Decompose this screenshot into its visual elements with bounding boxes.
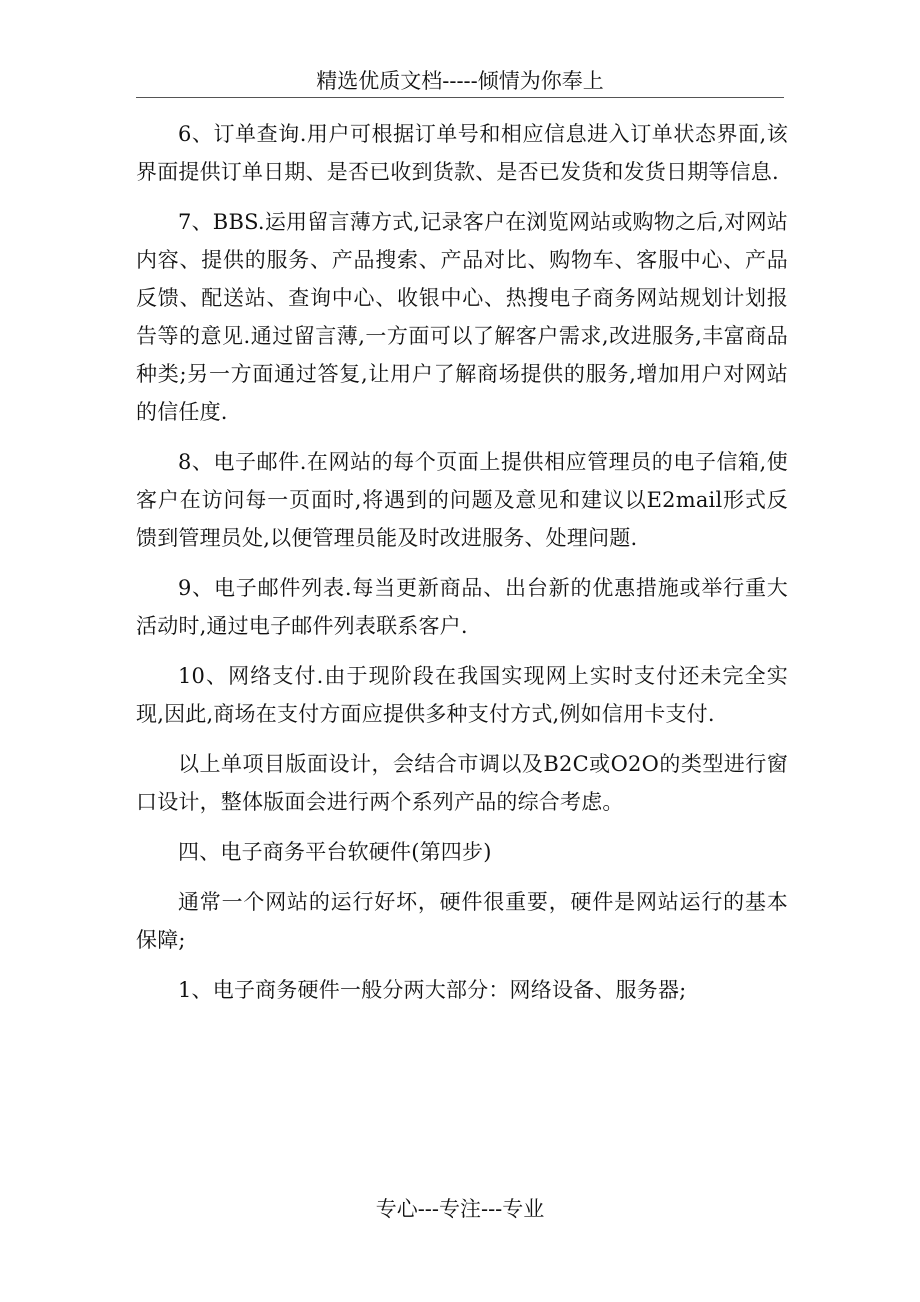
paragraph-mailing-list: 9、电子邮件列表.每当更新商品、出台新的优惠措施或举行重大活动时,通过电子邮件列表联系客户. — [136, 576, 788, 638]
paragraph-hardware-intro: 通常一个网站的运行好坏，硬件很重要，硬件是网站运行的基本保障; — [136, 890, 788, 952]
paragraph-online-payment: 10、网络支付.由于现阶段在我国实现网上实时支付还未完全实现,因此,商场在支付方面应提供多种支付方式,例如信用卡支付. — [136, 664, 788, 726]
paragraph-layout-design: 以上单项目版面设计，会结合市调以及B2C或O2O的类型进行窗口设计，整体版面会进行两个系列产品的综合考虑。 — [136, 752, 788, 814]
header-divider — [136, 97, 784, 98]
paragraph-email: 8、电子邮件.在网站的每个页面上提供相应管理员的电子信箱,使客户在访问每一页面时,将遇到的问题及意见和建议以E2mail形式反馈到管理员处,以便管理员能及时改进服务、处理问题. — [136, 450, 788, 550]
document-body — [136, 115, 788, 1021]
page-footer: 专心---专注---专业 — [375, 1197, 545, 1221]
section-heading-hardware: 四、电子商务平台软硬件(第四步) — [178, 840, 492, 864]
page-header: 精选优质文档-----倾情为你奉上 — [316, 69, 604, 93]
paragraph-bbs: 7、BBS.运用留言薄方式,记录客户在浏览网站或购物之后,对网站内容、提供的服务、产品搜索、产品对比、购物车、客服中心、产品反馈、配送站、查询中心、收银中心、热搜电子商务网站规划计划报告等的意见.通过留言薄,一方面可以了解客户需求,改进服务,丰富商品种类;另一方面通过答复,让用户了解商场提供的服务,增加用户对网站的信任度. — [136, 210, 788, 424]
paragraph-hardware-parts: 1、电子商务硬件一般分两大部分：网络设备、服务器; — [178, 978, 687, 1002]
paragraph-order-query: 6、订单查询.用户可根据订单号和相应信息进入订单状态界面,该界面提供订单日期、是否已收到货款、是否已发货和发货日期等信息. — [136, 122, 788, 184]
